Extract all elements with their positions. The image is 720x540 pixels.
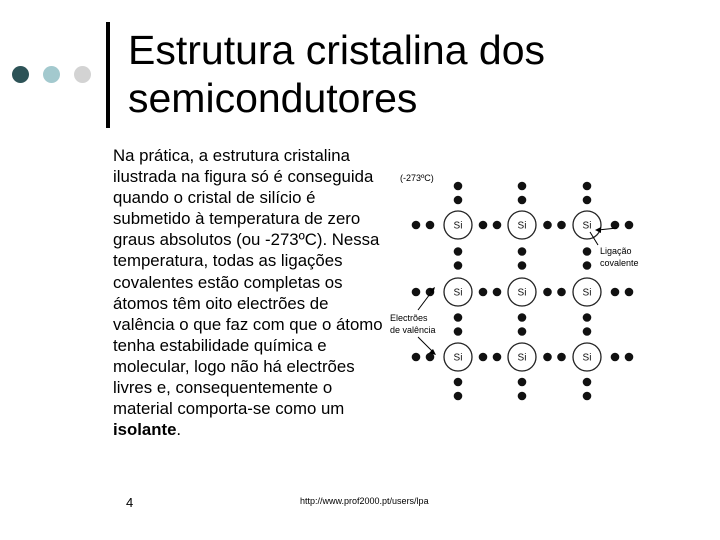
lattice-group — [412, 182, 634, 401]
footer-url: http://www.prof2000.pt/users/lpa — [300, 496, 429, 506]
valence-electron — [479, 288, 488, 297]
valence-electron — [412, 288, 421, 297]
bond-label-line-1: Ligação — [600, 246, 632, 256]
valence-electron — [611, 288, 620, 297]
body-emphasis: isolante — [113, 420, 177, 440]
silicon-atom-label: Si — [582, 352, 592, 364]
body-text: Na prática, a estrutura cristalina ilustrada na figura só é conseguida quando o cristal de silício é submetido à temperatura de zero graus absolutos (ou -273ºC). Nessa temperatura, todas as ligações covalentes estão completas os átomos têm oito electrões de valência o que faz com que o átomo tenha estabilidade química e molecular, logo não há electrões livres e, consequentemente o material comporta-se como um — [113, 146, 383, 419]
valence-electron — [518, 196, 527, 205]
valence-electron — [583, 182, 592, 191]
valence-electron — [412, 353, 421, 362]
valence-electron — [583, 196, 592, 205]
valence-electron — [557, 221, 566, 230]
dark-dot-icon — [12, 66, 29, 83]
valence-electron — [454, 378, 463, 387]
electrons-pointer-lower — [418, 337, 433, 352]
valence-electron — [493, 288, 502, 297]
valence-electron — [454, 313, 463, 322]
valence-electron — [625, 221, 634, 230]
silicon-atom-label: Si — [582, 220, 592, 232]
valence-electron — [543, 221, 552, 230]
valence-electron — [518, 392, 527, 401]
valence-electron — [518, 378, 527, 387]
valence-electron — [454, 392, 463, 401]
light-blue-dot-icon — [43, 66, 60, 83]
electrons-label-line-2: de valência — [390, 325, 436, 335]
valence-electron — [518, 182, 527, 191]
valence-electron — [454, 247, 463, 256]
silicon-atom-label: Si — [453, 220, 463, 232]
valence-electron — [557, 288, 566, 297]
valence-electron — [454, 327, 463, 336]
silicon-atom-label: Si — [453, 287, 463, 299]
crystal-lattice-diagram — [388, 166, 656, 408]
body-paragraph — [113, 145, 385, 440]
silicon-atom-label: Si — [582, 287, 592, 299]
valence-electron — [583, 378, 592, 387]
valence-electron — [583, 392, 592, 401]
valence-electron — [557, 353, 566, 362]
valence-electron — [583, 247, 592, 256]
valence-electron — [583, 261, 592, 270]
valence-electron — [583, 327, 592, 336]
valence-electron — [543, 353, 552, 362]
title-divider — [106, 22, 110, 128]
valence-electron — [426, 221, 435, 230]
page-number: 4 — [126, 495, 134, 510]
valence-electron — [518, 327, 527, 336]
valence-electron — [454, 261, 463, 270]
body-end: . — [176, 420, 182, 440]
slide-title-line-2: semicondutores — [128, 75, 418, 121]
slide-title-line-1: Estrutura cristalina dos — [128, 27, 546, 73]
decorative-dots — [12, 66, 96, 84]
valence-electron — [543, 288, 552, 297]
valence-electron — [583, 313, 592, 322]
silicon-atom-label: Si — [517, 287, 527, 299]
valence-electron — [518, 261, 527, 270]
valence-electron — [518, 313, 527, 322]
valence-electron — [611, 353, 620, 362]
bond-label-line-2: covalente — [600, 258, 639, 268]
valence-electron — [625, 353, 634, 362]
valence-electron — [493, 353, 502, 362]
valence-electron — [454, 196, 463, 205]
electrons-pointer-upper — [418, 290, 433, 310]
valence-electron — [454, 182, 463, 191]
valence-electron — [625, 288, 634, 297]
slide-title — [128, 26, 688, 122]
silicon-atom-label: Si — [517, 352, 527, 364]
electrons-label-line-1: Electrões — [390, 313, 428, 323]
valence-electron — [412, 221, 421, 230]
valence-electron — [493, 221, 502, 230]
crystal-structure-figure — [388, 166, 656, 408]
temperature-label: (-273ºC) — [400, 173, 434, 183]
gray-dot-icon — [74, 66, 91, 83]
silicon-atom-label: Si — [453, 352, 463, 364]
silicon-atom-label: Si — [517, 220, 527, 232]
valence-electron — [518, 247, 527, 256]
valence-electron — [479, 221, 488, 230]
valence-electron — [479, 353, 488, 362]
